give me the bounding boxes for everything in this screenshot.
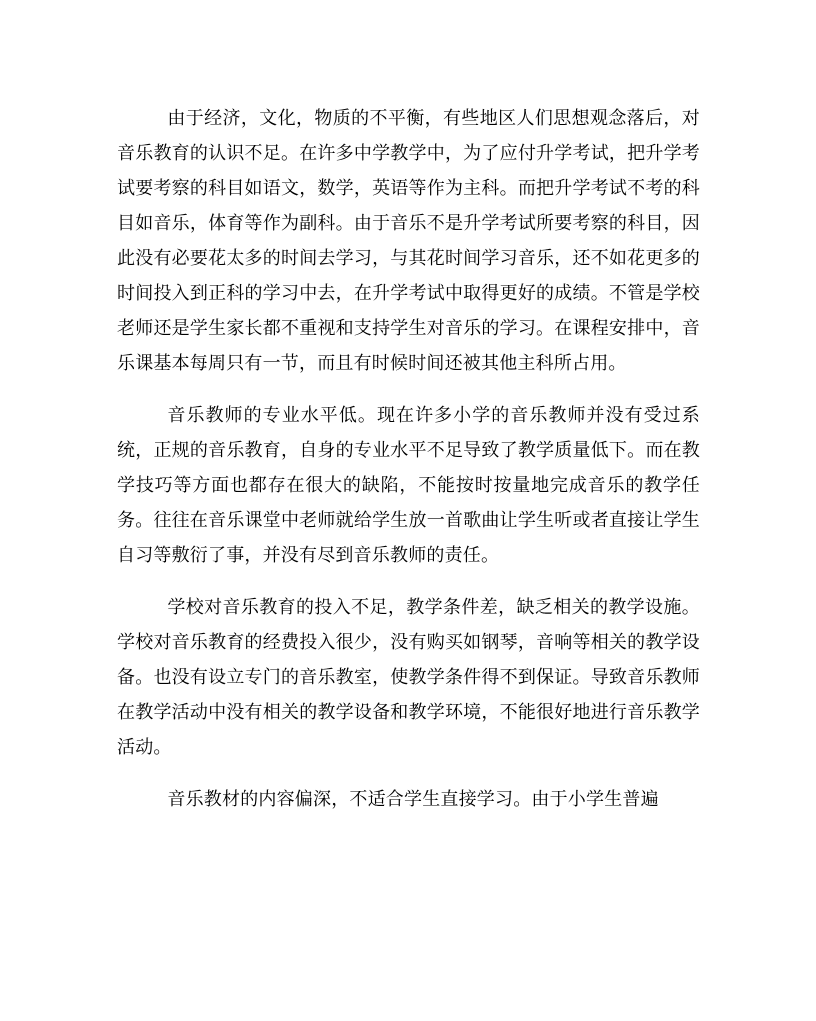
paragraph-3: 学校对音乐教育的投入不足，教学条件差，缺乏相关的教学设施。学校对音乐教育的经费投入很少，没有购买如钢琴，音响等相关的教学设备。也没有设立专门的音乐教室，使教学条件得不到保证。导致音乐教师在教学活动中没有相关的教学设备和教学环境，不能很好地进行音乐教学活动。 bbox=[117, 597, 700, 758]
paragraph-1: 由于经济，文化，物质的不平衡，有些地区人们思想观念落后，对音乐教育的认识不足。在许多中学教学中，为了应付升学考试，把升学考试要考察的科目如语文，数学，英语等作为主科。而把升学考试不考的科目如音乐，体育等作为副科。由于音乐不是升学考试所要考察的科目，因此没有必要花太多的时间去学习，与其花时间学习音乐，还不如花更多的时间投入到正科的学习中去，在升学考试中取得更好的成绩。不管是学校老师还是学生家长都不重视和支持学生对音乐的学习。在课程安排中，音乐课基本每周只有一节，而且有时候时间还被其他主科所占用。 bbox=[117, 108, 700, 374]
paragraph-2: 音乐教师的专业水平低。现在许多小学的音乐教师并没有受过系统，正规的音乐教育，自身的专业水平不足导致了教学质量低下。而在教学技巧等方面也都存在很大的缺陷，不能按时按量地完成音乐的教学任务。往往在音乐课堂中老师就给学生放一首歌曲让学生听或者直接让学生自习等敷衍了事，并没有尽到音乐教师的责任。 bbox=[117, 405, 700, 566]
paragraph-4: 音乐教材的内容偏深，不适合学生直接学习。由于小学生普遍 bbox=[167, 789, 659, 810]
document-body bbox=[117, 101, 700, 817]
